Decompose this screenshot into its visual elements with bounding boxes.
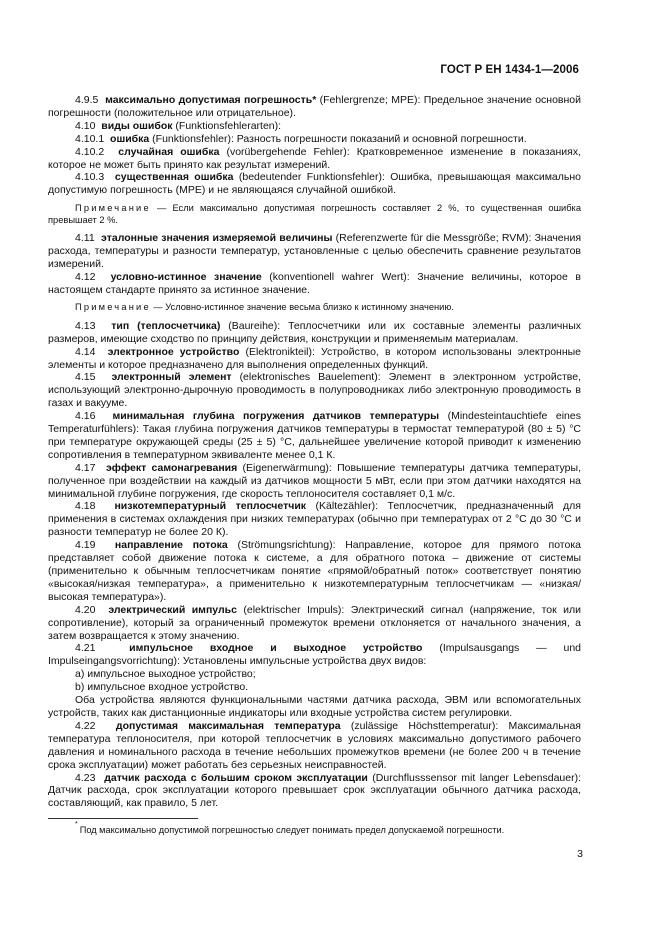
term: допустимая максимальная температура [115,719,341,732]
definition: (Baureihe): Теплосчетчики или их составные элементы различных размеров, имеющие сходство по принципу действия, конструкции и применяемым материалам. [48,319,581,345]
definition: (Kältezähler): Теплосчетчик, предназначенный для применения в системах охлаждения при низких температурах (обычно при температурах от 2 °С до 30 °С и разности температур не более 20 К). [48,500,581,539]
clause-number: 4.21 [75,642,96,655]
note-label: Примечание [75,203,151,214]
clause-4-11 [48,232,581,271]
footnote-divider [48,818,198,819]
definition: (bedeutender Funktionsfehler): Ошибка, превышающая максимально допустимую погрешность (MPE) и не являющаяся случайной ошибкой. [48,171,581,197]
term: эффект самонагревания [105,461,238,474]
clause-number: 4.10.2 [75,145,105,158]
clause-4-19 [48,539,581,604]
footnote [75,821,505,836]
clause-4-10-3 [48,171,581,197]
note-label: Примечание [75,301,151,312]
clause-4-23 [48,772,581,811]
clause-4-10-1 [48,133,581,146]
term: ошибка [110,132,150,145]
definition: (elektronisches Bauelement): Элемент в электронном устройстве, использующий электронно-дырочную проводимость в полупроводниках либо электронную проводимость в газах и вакууме. [48,371,581,410]
footnote-mark: * [75,821,78,828]
clause-4-9-5 [48,94,581,120]
term: случайная ошибка [118,145,220,158]
definition: (Funktionsfehler): Разность погрешности показаний и основной погрешности. [149,132,527,145]
definition: (Strömungsrichtung): Направление, которое для прямого потока представляет собой движение потока к системе, а для обратного потока – движение от системы (применительно к обычным теплосчетчикам понятие «прямой/обратный поток» соответствует понятию «высокая/низкая температура», а применительно к низкотемпературным теплосчетчикам — «низкая/высокая температура»). [48,539,581,603]
list-item-a: а) импульсное выходное устройство; [75,668,256,681]
term: датчик расхода с большим сроком эксплуатации [104,771,368,784]
note-text: — Если максимально допустимая погрешность составляет 2 %, то существенная ошибка превышает 2 %. [48,203,581,226]
definition: (Elektronikteil): Устройство, в котором использованы электронные элементы и которое предназначено для выполнения определенных функций. [48,345,582,371]
clause-number: 4.16 [75,410,96,423]
clause-4-16 [48,410,581,462]
clause-4-14 [48,346,581,372]
clause-number: 4.9.5 [75,94,99,106]
term: тип (теплосчетчика) [111,319,221,332]
definition: (Referenzwerte für die Messgröße; RVM): Значения расхода, температуры и разности температур, установленные с целью обеспечить сравнение результатов измерений. [48,232,582,271]
definition: (konventionell wahrer Wert): Значение величины, которое в настоящем стандарте принято за истинное значение. [48,270,582,296]
clause-number: 4.10 [75,119,96,132]
clause-number: 4.18 [75,500,96,513]
clause-number: 4.19 [75,539,96,552]
clause-4-18 [48,500,581,539]
document-header: ГОСТ Р ЕН 1434-1—2006 [440,64,579,76]
term: эталонные значения измеряемой величины [101,232,333,245]
clause-number: 4.14 [75,345,96,358]
term: минимальная глубина погружения датчиков температуры [112,410,440,423]
list-item-b: b) импульсное входное устройство. [75,681,249,694]
term: низкотемпературный теплосчетчик [114,500,307,513]
term: электрический импульс [108,603,237,616]
clause-4-17 [48,462,581,501]
page-body [48,94,581,810]
clause-number: 4.23 [75,771,96,784]
clause-4-13 [48,320,581,346]
definition: (Durchflusssensor mit langer Lebensdauer): Датчик расхода, срок эксплуатации которого превышает срок эксплуатации обычного датчика расхода, составляющий, как правило, 5 лет. [48,771,581,810]
clause-number: 4.11 [75,232,95,245]
definition: (vorübergehende Fehler): Кратковременное изменение в показаниях, которое не может быть принято как результат измерений. [48,145,582,171]
definition: (Funktionsfehlerarten): [172,119,282,132]
clause-number: 4.10.3 [75,171,105,184]
note-1 [48,202,581,226]
definition: (zulässige Höchsttemperatur): Максимальная температура теплоносителя, при которой теплосчетчик в условиях максимально допустимого рабочего давления и номинального расхода в течение небольших промежутков времени (не более 200 ч в течение срока эксплуатации) может работать без серьезных неисправностей. [48,719,581,771]
term: электронное устройство [107,345,240,358]
clause-4-22 [48,720,581,772]
clause-number: 4.22 [75,719,96,732]
clause-number: 4.12 [75,270,96,283]
definition: (Impulsausgangs — und Impulseingangsvorrichtung): Установлены импульсные устройства двух видов: [48,642,582,668]
clause-number: 4.10.1 [75,132,105,145]
clause-4-15 [48,371,581,410]
clause-number: 4.20 [75,603,96,616]
clause-4-21-tail: Оба устройства являются функциональными частями датчика расхода, ЭВМ или вспомогательных устройств, таких как дистанционные индикаторы или входные устройства систем регулировки. [48,694,581,719]
definition: (elektrischer Impuls): Электрический сигнал (напряжение, ток или сопротивление), который за ограниченный промежуток времени отклоняется от начального значения, а затем возвращается к этому значению. [48,603,581,642]
page-number: 3 [577,848,583,860]
definition: (Eigenerwärmung): Повышение температуры датчика температуры, полученное при воздействии на каждый из датчиков мощности 5 мВт, если при этом датчики находятся на минимальной глубине погружения, где скорость теплоносителя составляет 0,1 м/с. [48,461,581,500]
clause-4-12 [48,271,581,297]
clause-4-20 [48,604,581,643]
clause-number: 4.13 [75,319,96,332]
clause-4-21 [48,642,581,668]
term: условно-истинное значение [110,270,262,283]
term: направление потока [114,539,228,552]
definition: (Fehlergrenze; MPE): Предельное значение основной погрешности (положительное или отрицательное). [48,94,581,119]
clause-4-10 [48,120,581,133]
note-text: — Условно-истинное значение весьма близко к истинному значению. [150,301,454,312]
term: импульсное входное и выходное устройство [129,642,423,655]
definition: (Mindesteintauchtiefe eines Temperaturfühlers): Такая глубина погружения датчиков температуры в термостат температурой (80 ± 5) °С при температуре окружающей среды (25 ± 5) °С, дальнейшее увеличение которой приводит к изменению сопротивления в температурном эквиваленте менее 0,1 К. [48,410,581,461]
term: виды ошибок [101,119,173,132]
footnote-text: Под максимально допустимой погрешностью следует понимать предел допускаемой погрешности. [79,825,505,836]
clause-number: 4.17 [75,461,96,474]
note-2 [48,301,581,313]
term: электронный элемент [111,371,232,384]
clause-4-10-2 [48,146,581,172]
term: максимально допустимая погрешность* [105,94,317,106]
term: существенная ошибка [114,171,234,184]
clause-number: 4.15 [75,371,96,384]
